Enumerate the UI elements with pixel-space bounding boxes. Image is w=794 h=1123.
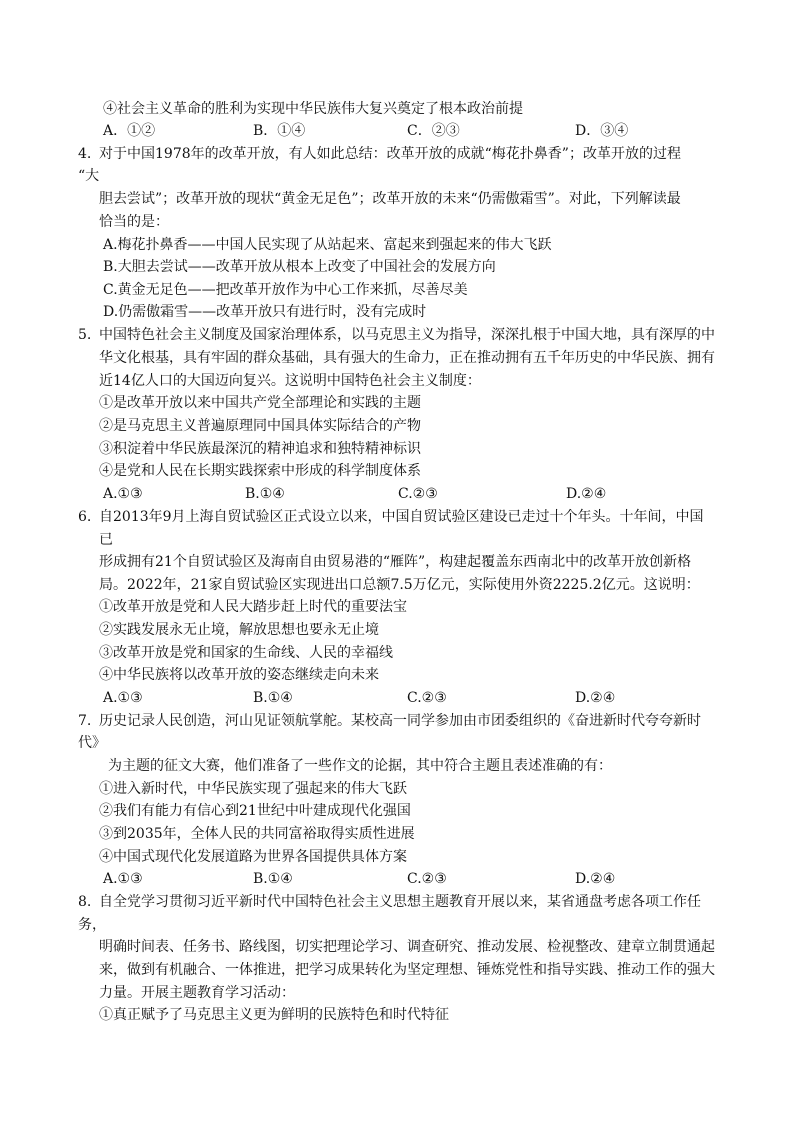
q8-stem-line1: 自全党学习贯彻习近平新时代中国特色社会主义思想主题教育开展以来，某省通盘考虑各项工作任 — [99, 894, 701, 910]
q6-statement-1: ①改革开放是党和人民大踏步赶上时代的重要法宝 — [99, 599, 407, 615]
q8-stem-line1-wrap: 务， — [78, 917, 106, 933]
q6-stem-line1-wrap: 已 — [99, 532, 113, 548]
q6-number: 6. — [78, 509, 92, 525]
q8-number: 8. — [78, 894, 92, 910]
q3-option-c[interactable]: C．②③ — [407, 123, 460, 139]
q6-stem-line2: 形成拥有21个自贸试验区及海南自由贸易港的“雁阵”，构建起覆盖东西南北中的改革开放创新格 — [99, 554, 692, 570]
q6-statement-3: ③改革开放是党和国家的生命线、人民的幸福线 — [99, 645, 393, 661]
q4-option-d[interactable]: D.仍需傲霜雪——改革开放只有进行时，没有完成时 — [103, 304, 427, 320]
q7-number: 7. — [78, 713, 92, 729]
q8-stem-line4: 力量。开展主题教育学习活动： — [99, 985, 295, 1001]
q5-option-b[interactable]: B.①④ — [245, 486, 285, 502]
q8-stem-line3: 来，做到有机融合、一体推进，把学习成果转化为坚定理想、锤炼党性和指导实践、推动工作的强大 — [99, 962, 715, 978]
q4-option-b[interactable]: B.大胆去尝试——改革开放从根本上改变了中国社会的发展方向 — [103, 259, 496, 275]
q3-statement-4: ④社会主义革命的胜利为实现中华民族伟大复兴奠定了根本政治前提 — [103, 101, 523, 117]
q4-option-a[interactable]: A.梅花扑鼻香——中国人民实现了从站起来、富起来到强起来的伟大飞跃 — [103, 237, 552, 253]
q6-option-d[interactable]: D.②④ — [575, 690, 616, 706]
q5-statement-3: ③积淀着中华民族最深沉的精神追求和独特精神标识 — [99, 441, 421, 457]
q7-stem-line2: 为主题的征文大赛，他们准备了一些作文的论据，其中符合主题且表述准确的有： — [108, 758, 612, 774]
q4-number: 4. — [78, 146, 92, 162]
q4-stem-line2: 胆去尝试”；改革开放的现状“黄金无足色”；改革开放的未来“仍需傲霜雪”。对此，下列解读最 — [99, 191, 681, 207]
q4-stem-line1-wrap: “大 — [78, 168, 100, 184]
q7-statement-4: ④中国式现代化发展道路为世界各国提供具体方案 — [99, 849, 407, 865]
q6-option-c[interactable]: C.②③ — [407, 690, 447, 706]
q8-stem-line2: 明确时间表、任务书、路线图，切实把理论学习、调查研究、推动发展、检视整改、建章立制贯通起 — [99, 939, 715, 955]
q5-option-a[interactable]: A.①③ — [103, 486, 143, 502]
q5-option-d[interactable]: D.②④ — [566, 486, 607, 502]
q3-option-b[interactable]: B．①④ — [253, 123, 306, 139]
q6-stem-line3: 局。2022年，21家自贸试验区实现进出口总额7.5万亿元，实际使用外资2225.2亿元。这说明： — [99, 577, 700, 593]
q4-stem-line1: 对于中国1978年的改革开放，有人如此总结：改革开放的成就“梅花扑鼻香”；改革开放的过程 — [99, 146, 681, 162]
q4-option-c[interactable]: C.黄金无足色——把改革开放作为中心工作来抓，尽善尽美 — [103, 282, 468, 298]
q7-option-b[interactable]: B.①④ — [253, 871, 293, 887]
q7-stem-line1-wrap: 代》 — [78, 735, 106, 751]
q6-option-b[interactable]: B.①④ — [253, 690, 293, 706]
q7-option-d[interactable]: D.②④ — [575, 871, 616, 887]
q6-option-a[interactable]: A.①③ — [103, 690, 143, 706]
q7-statement-1: ①进入新时代，中华民族实现了强起来的伟大飞跃 — [99, 781, 407, 797]
q3-option-d[interactable]: D．③④ — [575, 123, 629, 139]
q7-statement-3: ③到2035年，全体人民的共同富裕取得实质性进展 — [99, 826, 415, 842]
q7-stem-line1: 历史记录人民创造，河山见证领航掌舵。某校高一同学参加由市团委组织的《奋进新时代夸夸新时 — [99, 713, 701, 729]
q6-stem-line1: 自2013年9月上海自贸试验区正式设立以来，中国自贸试验区建设已走过十个年头。十年间，中国 — [99, 509, 704, 525]
q5-statement-4: ④是党和人民在长期实践探索中形成的科学制度体系 — [99, 463, 421, 479]
q6-statement-4: ④中华民族将以改革开放的姿态继续走向未来 — [99, 667, 379, 683]
q5-stem-line3: 近14亿人口的大国迈向复兴。这说明中国特色社会主义制度： — [99, 373, 481, 389]
q5-statement-2: ②是马克思主义普遍原理同中国具体实际结合的产物 — [99, 418, 421, 434]
q5-option-c[interactable]: C.②③ — [398, 486, 438, 502]
q5-number: 5. — [78, 327, 92, 343]
q5-statement-1: ①是改革开放以来中国共产党全部理论和实践的主题 — [99, 395, 421, 411]
q7-option-a[interactable]: A.①③ — [103, 871, 143, 887]
q8-statement-1: ①真正赋予了马克思主义更为鲜明的民族特色和时代特征 — [99, 1007, 449, 1023]
q3-option-a[interactable]: A．①② — [103, 123, 156, 139]
q7-statement-2: ②我们有能力有信心到21世纪中叶建成现代化强国 — [99, 803, 411, 819]
q4-stem-line3: 恰当的是： — [99, 214, 169, 230]
q6-statement-2: ②实践发展永无止境，解放思想也要永无止境 — [99, 622, 379, 638]
q5-stem-line1: 中国特色社会主义制度及国家治理体系，以马克思主义为指导，深深扎根于中国大地，具有深厚的中 — [99, 327, 715, 343]
q7-option-c[interactable]: C.②③ — [407, 871, 447, 887]
q5-stem-line2: 华文化根基，具有牢固的群众基础，具有强大的生命力，正在推动拥有五千年历史的中华民族、拥有 — [99, 350, 715, 366]
